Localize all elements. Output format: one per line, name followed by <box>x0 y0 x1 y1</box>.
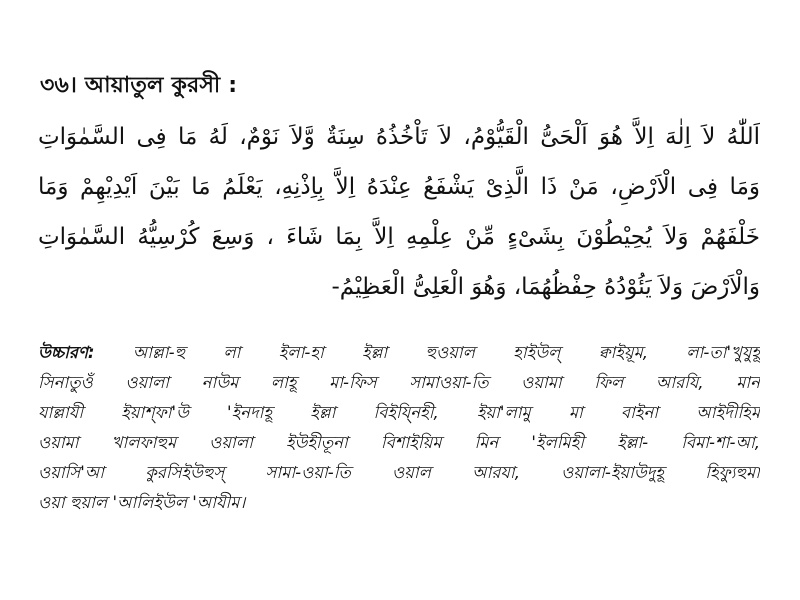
pronunciation-text: আল্লা-হু লা ইলা-হা ইল্লা হুওয়াল হাইউল্ ক্বাইয়ূম, লা-তা'খুযুহূ <box>94 343 760 362</box>
arabic-verse <box>38 112 760 312</box>
arabic-line: وَمَا فِى الْاَرْضِ، مَنْ ذَا الَّذِىْ يَشْفَعُ عِنْدَهُ اِلاَّ بِاِذْنِهِ، يَعْلَمُ مَا بَيْنَ اَيْدِيْهِمْ وَمَا <box>38 174 760 200</box>
arabic-line: خَلْفَهُمْ وَلاَ يُحِيْطُوْنَ بِشَىْءٍ مِّنْ عِلْمِهِ اِلاَّ بِمَا شَاءَ ، وَسِعَ كُرْسِيُّهُ السَّمٰوَاتِ <box>38 224 760 250</box>
section-heading: ৩৬। আয়াতুল কুরসী : <box>40 73 238 98</box>
pronunciation-line: ওয়াসি'আ কুরসিইউহুস্ সামা-ওয়া-তি ওয়াল আরযা, ওয়ালা-ইয়াউদুহূ হিফ্যুহুমা <box>38 463 760 482</box>
pronunciation-line: ওয়া হুয়াল 'আলিইউল 'আযীম। <box>38 493 246 512</box>
pronunciation-label: উচ্চারণ: <box>38 343 95 362</box>
pronunciation-block <box>38 338 760 518</box>
arabic-line: اَللّٰهُ لاَ اِلٰهَ اِلاَّ هُوَ اَلْحَىُّ الْقَيُّوْمُ، لاَ تَاْخُذُهُ سِنَةٌ وَّلاَ نَوْمٌ، لَهُ مَا فِى السَّمٰوَاتِ <box>38 124 760 150</box>
arabic-line: وَالْاَرْضَ وَلاَ يَئُوْدُهُ حِفْظُهُمَا، وَهُوَ الْعَلِىُّ الْعَظِيْمُ- <box>331 274 760 300</box>
pronunciation-line <box>38 338 760 368</box>
pronunciation-line: সিনাতুওঁ ওয়ালা নাউম লাহূ মা-ফিস সামাওয়া-তি ওয়ামা ফিল আরযি, মান <box>38 373 760 392</box>
pronunciation-line: যাল্লাযী ইয়াশ্ফা'উ 'ইনদাহূ ইল্লা বিইয্নিহী, ইয়া'লামু মা বাইনা আইদীহিম <box>38 403 760 422</box>
pronunciation-line: ওয়ামা খালফাহুম ওয়ালা ইউহীতূনা বিশাইয়িম মিন 'ইলমিহী ইল্লা- বিমা-শা-আ, <box>38 433 760 452</box>
